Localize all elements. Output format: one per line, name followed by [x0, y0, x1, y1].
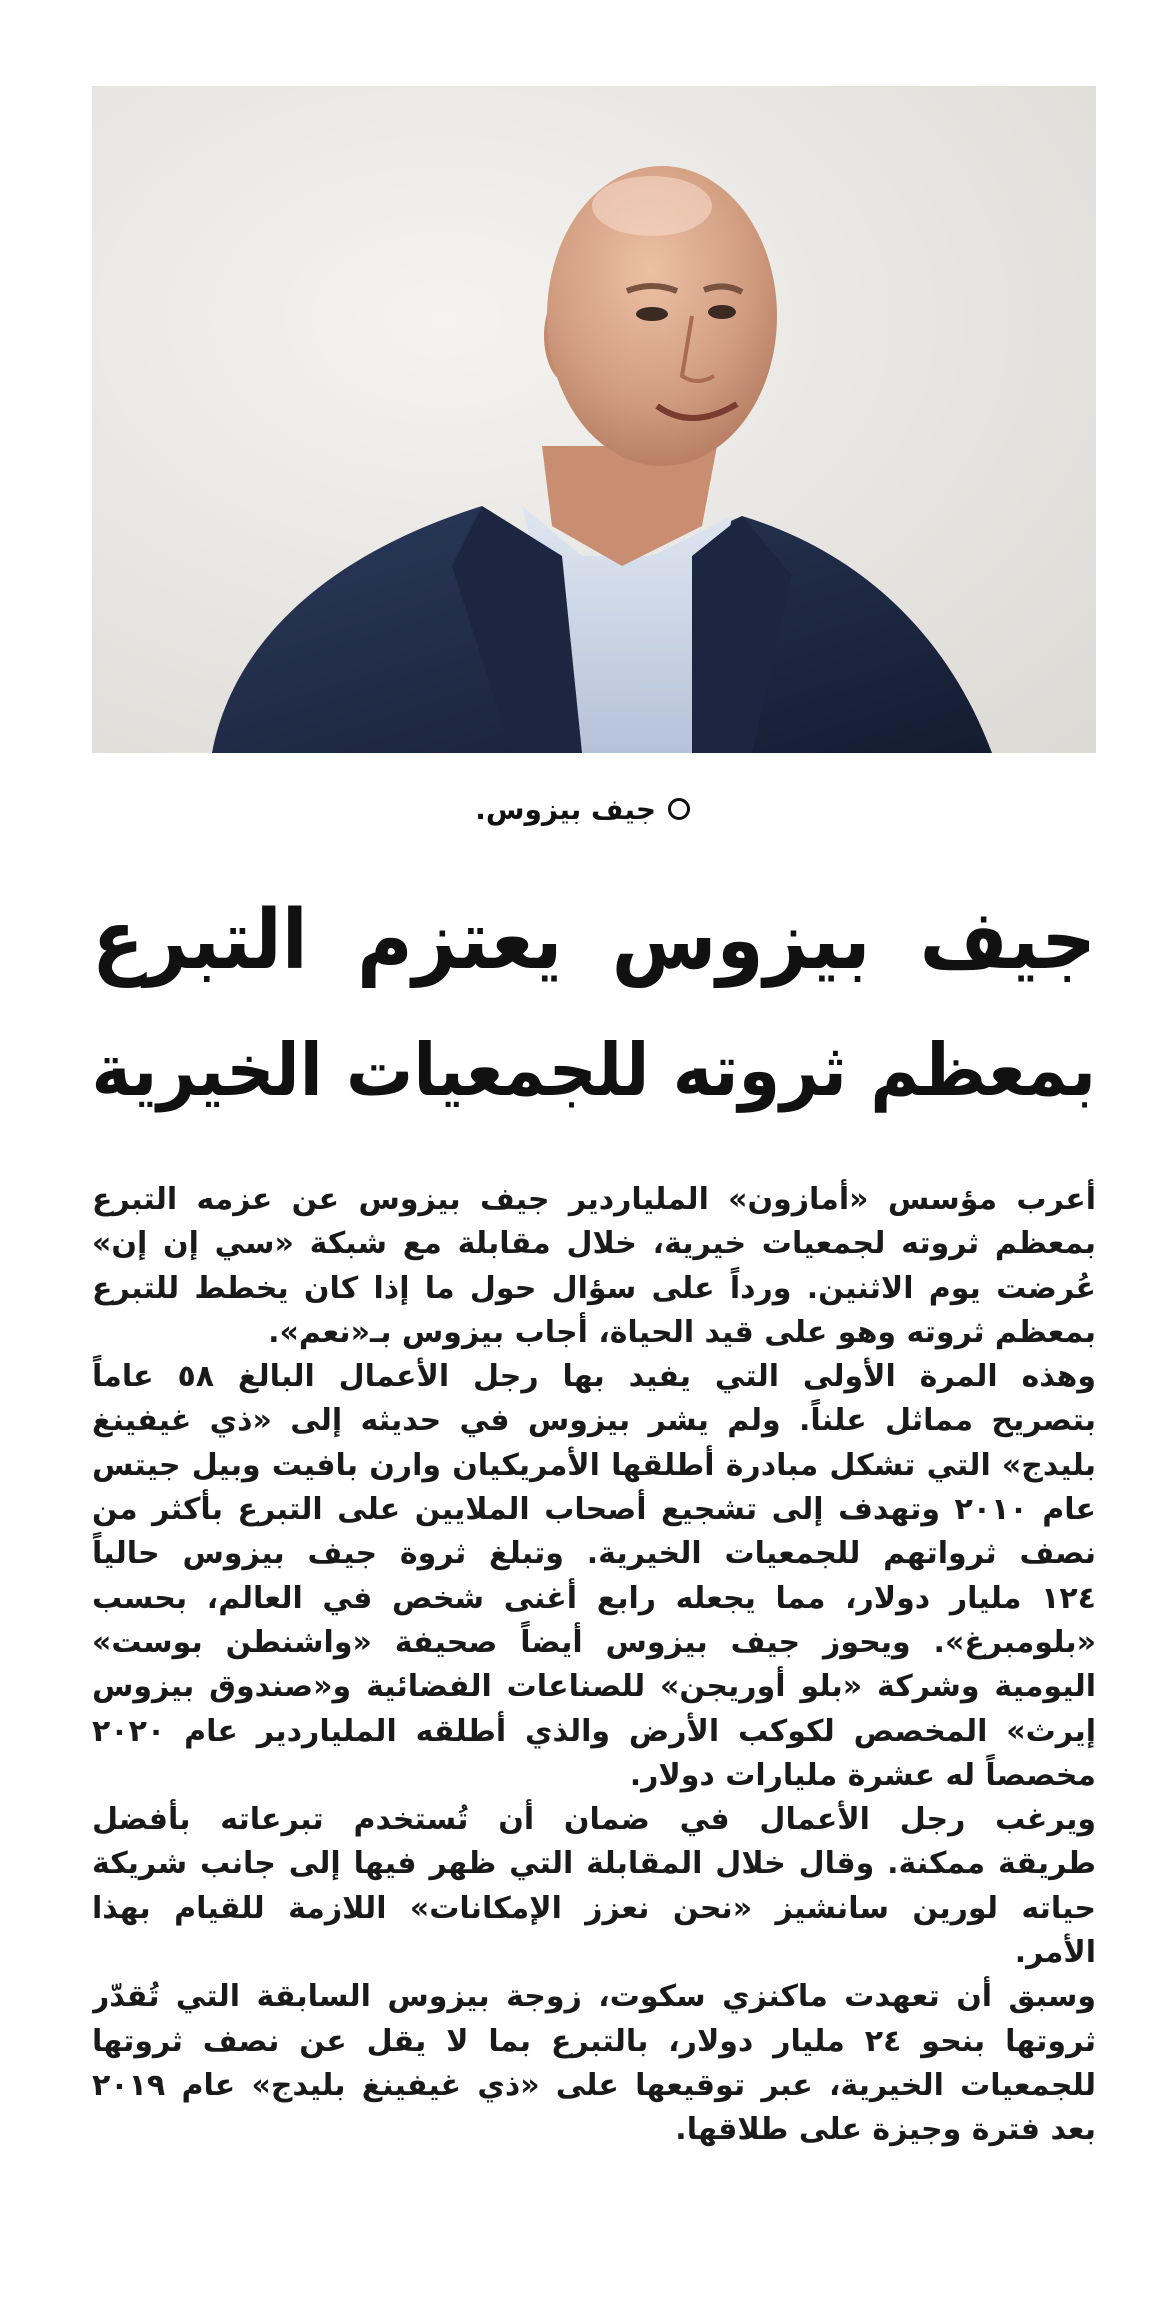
- body-line: طريقة ممكنة. وقال خلال المقابلة التي ظهر فيها إلى جانب شريكة: [92, 1846, 1096, 1882]
- body-line: بتصريح مماثل علناً. ولم يشر بيزوس في حديثه إلى «ذي غيفينغ: [92, 1403, 1096, 1439]
- caption-text: جيف بيزوس.: [475, 793, 656, 826]
- body-line: مخصصاً له عشرة مليارات دولار.: [629, 1757, 1096, 1793]
- headline-line-1: جيف بيزوس يعتزم التبرع: [92, 891, 1096, 988]
- body-line: حياته لورين سانشيز «نحن نعزز الإمكانات» اللازمة للقيام بهذا: [92, 1890, 1096, 1926]
- body-line: الأمر.: [1014, 1935, 1096, 1971]
- body-line: ويرغب رجل الأعمال في ضمان أن تُستخدم تبرعاته بأفضل: [92, 1802, 1096, 1838]
- body-line: للجمعيات الخيرية، عبر توقيعها على «ذي غيفينغ بليدج» عام ٢٠١٩: [92, 2067, 1096, 2103]
- body-line: بعد فترة وجيزة على طلاقها.: [675, 2112, 1096, 2148]
- caption-bullet-icon: [668, 798, 690, 820]
- body-line: إيرث» المخصص لكوكب الأرض والذي أطلقه الملياردير عام ٢٠٢٠: [92, 1713, 1096, 1749]
- body-line: أعرب مؤسس «أمازون» الملياردير جيف بيزوس عن عزمه التبرع: [92, 1182, 1096, 1217]
- headline-line-2: بمعظم ثروته للجمعيات الخيرية: [91, 1027, 1096, 1113]
- article-headline: [92, 875, 1096, 1135]
- body-line: اليومية وشركة «بلو أوريجن» للصناعات الفضائية و«صندوق بيزوس: [92, 1669, 1096, 1705]
- article-photo: [92, 86, 1096, 753]
- body-line: وهذه المرة الأولى التي يفيد بها رجل الأعمال البالغ ٥٨ عاماً: [92, 1359, 1096, 1395]
- body-line: «بلومبرغ». ويحوز جيف بيزوس أيضاً صحيفة «واشنطن بوست»: [92, 1624, 1096, 1660]
- body-line: بمعظم ثروته لجمعيات خيرية، خلال مقابلة مع شبكة «سي إن إن»: [92, 1226, 1096, 1262]
- body-line: بليدج» التي تشكل مبادرة أطلقها الأمريكيان وارن بافيت وبيل جيتس: [92, 1447, 1096, 1483]
- portrait-photo: [92, 86, 1096, 753]
- body-line: عام ٢٠١٠ وتهدف إلى تشجيع أصحاب الملايين على التبرع بأكثر من: [92, 1492, 1096, 1528]
- body-line: وسبق أن تعهدت ماكنزي سكوت، زوجة بيزوس السابقة التي تُقدّر: [92, 1979, 1096, 2015]
- body-line: بمعظم ثروته وهو على قيد الحياة، أجاب بيزوس بـ«نعم».: [268, 1314, 1096, 1350]
- body-line: ١٢٤ مليار دولار، مما يجعله رابع أغنى شخص في العالم، بحسب: [92, 1580, 1096, 1616]
- body-line: عُرضت يوم الاثنين. ورداً على سؤال حول ما إذا كان يخطط للتبرع: [92, 1270, 1096, 1306]
- body-line: ثروتها بنحو ٢٤ مليار دولار، بالتبرع بما لا يقل عن نصف ثروتها: [92, 2023, 1096, 2059]
- photo-caption: [300, 790, 690, 830]
- article-body: [92, 1178, 1096, 2153]
- body-line: نصف ثرواتهم للجمعيات الخيرية. وتبلغ ثروة جيف بيزوس حالياً: [92, 1536, 1096, 1572]
